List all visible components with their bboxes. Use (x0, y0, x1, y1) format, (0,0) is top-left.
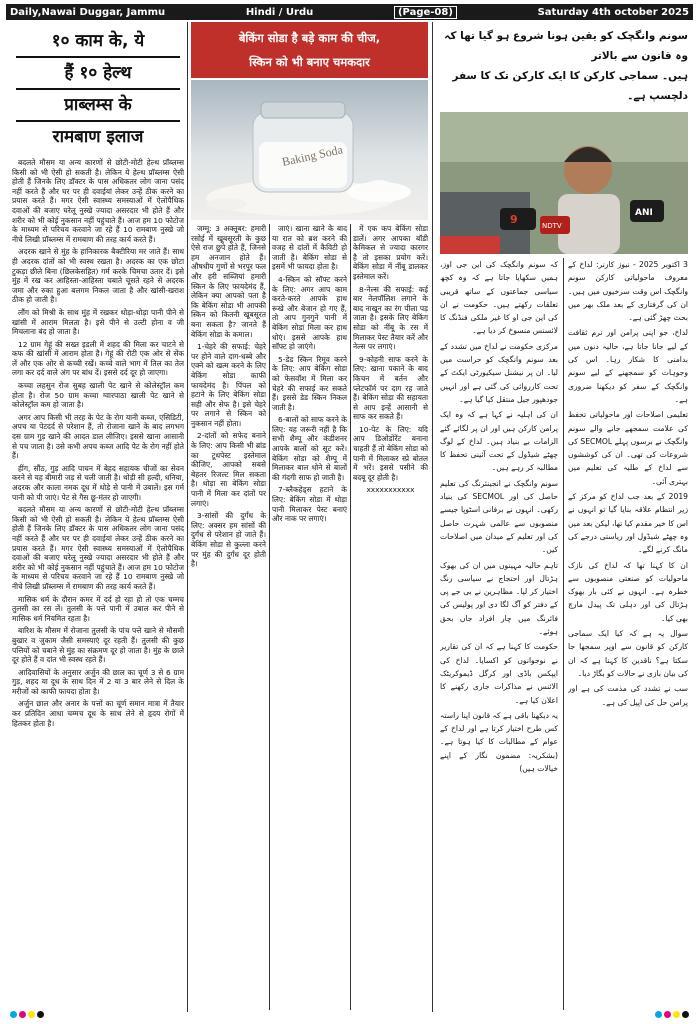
yellow-dot (28, 1011, 35, 1018)
paragraph: 3-सांसों की दुर्गंध के लिए: अक्सर हम सांसों की दुर्गंध से परेशान हो जाते हैं। बेकिंग सोडा से कुल्ला करने पर मुंह की दुर्गंध दूर होती है। (191, 511, 266, 569)
paragraph: تعلیمی اصلاحات اور ماحولیاتی تحفظ کی علامت سمجھے جانے والے سونم وانگچک نے برسوں پہلے SECMOL کی شروعات کی تھی۔ ان کی کوششوں سے لداخ کے طلبہ کی تعلیم میں بہتری آئی۔ (568, 410, 688, 486)
cyan-dot (10, 1011, 17, 1018)
paragraph: یہ دیکھنا باقی ہے کہ قانون اپنا راستہ کس طرح اختیار کرتا ہے اور لداخ کے عوام کے مطالبات کا کیا ہوتا ہے۔ (بشکریہ: مضمون نگار کے اپنے خیالات ہیں) (440, 710, 558, 773)
paragraph: मासिक धर्म के दौरान कमर में दर्द हो रहा हो तो एक चम्मच तुलसी का रस लें। तुलसी के पत्ते पानी में उबाल कर पीने से मासिक धर्म नियमित रहता है। (12, 594, 184, 623)
baking-col-3 (353, 224, 428, 1014)
language-label: Hindi / Urdu (245, 6, 314, 18)
paragraph: जम्मू: 3 अक्तूबर: हमारी रसोई में खूबसूरती के कुछ ऐसे राज छुपे होते हैं, जिनसे हम अनजान होते हैं। औषधीय गुणों से भरपूर फल और हरी सब्जियां हमारी स्किन के लिए फायदेमंद हैं, लेकिन क्या आपको पता है कि बेकिंग सोडा भी आपकी स्किन को कितनी खूबसूरत बना सकता है? जानते हैं बेकिंग सोडा के कमाल। (191, 224, 266, 339)
paragraph: बारिश के मौसम में रोजाना तुलसी के पांच पत्ते खाने से मौसमी बुखार व जुकाम जैसी समस्याएं दूर रहती हैं। तुलसी की कुछ पत्तियों को चबाने से मुंह का संक्रमण दूर हो जाता है। मुंह के छाले दूर होते हैं व दांत भी स्वस्थ रहते हैं। (12, 626, 184, 665)
health-article-body (12, 158, 184, 1006)
baking-soda-photo (191, 80, 428, 220)
paragraph: बदलते मौसम या अन्य कारणों से छोटी-मोटी हेल्थ प्रॉब्लम्स किसी को भी ऐसी हो सकती है। लेकिन ये हेल्थ प्रॉब्लम्स ऐसी होती हैं जिनके लिए डॉक्टर के पास अधिकतर लोग जाना पसंद नहीं करते हैं और घर पर ही दवाईयां लेकर उन्हें ठीक करने का प्रयास करते हैं। मगर ऐसी स्वास्थ्य समस्याओं में ऐलोपैथिक दवाओं की बजाए घरेलू नुस्खे ज्यादा असरदार भी होते हैं और शरीर को भी कोई नुकसान नहीं पहुंचाते हैं। आज हम 10 फोटोज के माध्यम से परिचय करवाने जा रहे हैं 10 रामबाण नुस्खे जो नीचे लिखी प्रॉब्लम्स में रामबाण की तरह कार्य करते हैं। (12, 158, 184, 244)
urdu-col-right (568, 258, 688, 1010)
paper-name: Daily,Nawai Duggar, Jammu (10, 6, 166, 18)
paragraph: 12 ग्राम गेहूं की सख्त इडली में शहद की मिला कर चाटने से कफ की खांसी में आराम होता है। गेहूं की रोटी एक ओर से सेंक लें और एक ओर से कच्ची रखें। कच्चे वाले भाग में तिल का तेल लगा कर दर्द वाले अंग पर बांध दें। इससे दर्द दूर हो जाएगा। (12, 339, 184, 378)
jar-label: Baking Soda (280, 142, 344, 169)
paragraph: 9-कोहनी साफ करने के लिए: खाना पकाने के बाद किचन में बर्तन और प्लेटफॉर्म पर दाग रह जाते हैं। बेकिंग सोडा की सहायता से आप इन्हें आसानी से साफ कर सकते हैं। (353, 354, 428, 422)
paragraph: लौंग को मिश्री के साथ मुंह में रखकर थोड़ा-थोड़ा पानी पीने से खांसी में आराम मिलता है। इसे पीने से उल्टी होना व जी मिचलाना बंद हो जाता है। (12, 307, 184, 337)
column-divider (432, 22, 433, 1012)
baking-col-1 (191, 224, 266, 1014)
paragraph: अदरक खाने से मुंह के हानिकारक बैक्टीरिया मर जाते हैं। साथ ही अदरक दांतों को भी स्वस्थ रखता है। अदरक का एक छोटा टुकड़ा छीले बिना (छिलकेसहित) गर्म करके चिमचा उतार दें। इसे मुंह में रख कर आहिस्ता-आहिस्ता चबाते चूसते रहने से अदरक जमा और रुका हुआ बलगम निकल जाता है और खांसी-खराश ठीक हो जाती है। (12, 247, 184, 305)
mic-label: NDTV (542, 222, 562, 230)
paragraph: जाएं। खाना खाने के बाद या रात को ब्रश करने की वजह से दांतों में कैविटी हो जाती है। बेकिंग सोडा से इसमें भी फायदा होता है। (272, 224, 347, 272)
baking-soda-headline (191, 22, 428, 78)
paragraph: سوال یہ ہے کہ کیا ایک سماجی کارکن کو قانون سے اوپر سمجھا جا سکتا ہے؟ ناقدین کا کہنا ہے کہ ان کی بیان بازی نے حالات کو بگاڑ دیا۔ (568, 629, 688, 678)
column-divider (187, 22, 188, 1012)
title-line: १० काम के, ये (16, 26, 180, 58)
wangchuk-photo (440, 112, 688, 254)
print-registration-marks (0, 1011, 699, 1018)
urdu-col-left (440, 258, 558, 1010)
black-dot (37, 1011, 44, 1018)
paragraph: आदिवासियों के अनुसार अर्जुन की छाल का चूर्ण 3 से 6 ग्राम गुड़, शहद या दूध के साथ दिन में 2 या 3 बार लेने से दिल के मरीजों को काफी फायदा होता है। (12, 667, 184, 696)
paragraph: 1-चेहरे की सफाई: चेहरे पर होने वाले दाग-धब्बे और एक्ने को खत्म करने के लिए बेकिंग सोडा काफी फायदेमंद है। पिंपल को हटाने के लिए बेकिंग सोडा सही और सेफ है। इसे चेहरे पर लगाने से स्किन को नुकसान नहीं होता। (191, 342, 266, 428)
health-article-title (12, 26, 184, 152)
headline-line: سونم وانگچک کو یقین ہونا شروع ہو گیا تھا کہ وہ قانون سے بالاتر (444, 30, 688, 62)
mic-label: 9 (510, 213, 518, 226)
paragraph: 10-पेट के लिए: यदि आप डिओडोरेंट बनाना चाहती हैं तो बेकिंग सोडा को पानी में मिलाकर स्प्रे बोतल में भरें। इससे पसीने की बदबू दूर होती है। (353, 424, 428, 482)
cmyk-swatch-left (10, 1011, 44, 1018)
title-line: हैं १० हेल्थ (16, 58, 180, 90)
paragraph: 3 اکتوبر 2025 - نیوز کارنر: لداخ کے معروف ماحولیاتی کارکن سونم وانگچک اس وقت سرخیوں میں ہیں۔ ان کی گرفتاری کے بعد ملک بھر میں بحث چھڑ گئی ہے۔ (568, 260, 688, 323)
cmyk-swatch-right (655, 1011, 689, 1018)
paragraph: कच्चा लहसुन रोज सुबह खाली पेट खाने से कोलेस्ट्रॉल कम होता है। रोज 50 ग्राम कच्चा ग्वारपाठा खाली पेट खाने से कोलेस्ट्रॉल कम हो जाता है। (12, 381, 184, 410)
paragraph: 4-स्किन को सॉफ्ट करने के लिए: अगर आप काम करते-करते आपके हाथ रूखे और बेजान हो गए हैं, तो आप गुनगुने पानी में बेकिंग सोडा मिला कर हाथ धोएं। इससे आपके हाथ सॉफ्ट हो जाएंगे। (272, 274, 347, 352)
paragraph: 2-दांतों को सफेद बनाने के लिए: आप किसी भी ब्रांड का टूथपेस्ट इस्तेमाल कीजिए, आपको सबसे बेहतर रिजल्ट मिल सकता है। थोड़ा सा बेकिंग सोडा पानी में मिला कर दांतों पर लगाएं। (191, 431, 266, 508)
paragraph: अगर आप किसी भी तरह के पेट के रोग यानी कब्ज, एसिडिटी, अपच या पेटदर्द से परेशान हैं, तो रोजाना खाने के बाद लगभग दस ग्राम गुड़ खाने की आदत डाल लीजिए। इससे खाना आसानी से पच जाता है। उसे कभी अपच कब्ज आदि पेट के रोग नहीं होते हैं। (12, 412, 184, 461)
magenta-dot (664, 1011, 671, 1018)
paragraph: سب نے تشدد کی مذمت کی ہے اور پرامن حل کی اپیل کی ہے۔ (568, 684, 688, 707)
press-photo-illustration (440, 112, 688, 254)
paragraph: हींग, सौंठ, गुड़ आदि पाचन में बेहद सहायक चीजों का सेवन करने से यह बीमारी जड़ से चली जाती है। थोड़ी सी हल्दी, धनिया, अदरक और काला नमक दूध में थोड़े से पानी में उबालें। इस गर्म पानी को पी जाएं। पेट से गैस छू-मंतर हो जाएगी। (12, 463, 184, 502)
yellow-dot (673, 1011, 680, 1018)
paragraph: کہ سونم وانگچک کی این جی اوز، ہمیں سکھایا جاتا ہے کہ وہ کچھ سیاسی جماعتوں کے ساتھ قریبی تعلقات رکھتے ہیں۔ حکومت نے ان کی این جی او کا غیر ملکی فنڈنگ کا لائسنس منسوخ کر دیا ہے۔ (440, 260, 558, 336)
paragraph: سونم وانگچک نے انجینئرنگ کی تعلیم حاصل کی اور SECMOL کی بنیاد رکھی۔ انہوں نے برفانی اسٹوپا جیسے منصوبوں سے عالمی شہرت حاصل کی اور تعلیم کے میدان میں اصلاحات کیں۔ (440, 478, 558, 555)
magenta-dot (19, 1011, 26, 1018)
paragraph: ان کا کہنا تھا کہ لداخ کی نازک ماحولیات کو صنعتی منصوبوں سے خطرہ ہے۔ انہوں نے کئی بار بھوک ہڑتال کی اور دہلی تک پیدل مارچ بھی کیا۔ (568, 560, 688, 623)
paragraph: مرکزی حکومت نے لداخ میں تشدد کے بعد سونم وانگچک کو حراست میں لیا۔ ان پر نیشنل سیکیورٹی ایکٹ کے تحت کارروائی کی گئی ہے اور انہیں جودھپور جیل منتقل کیا گیا ہے۔ (440, 341, 558, 404)
masthead (6, 4, 693, 20)
headline-line: स्किन को भी बनाए चमकदार (249, 55, 370, 69)
column-divider (269, 224, 270, 1010)
issue-date: Saturday 4th october 2025 (537, 6, 689, 18)
paragraph: 5-डेड स्किन रिमूव करने के लिए: आप बेकिंग सोडा को फेसवॉश में मिला कर चेहरे की सफाई कर सकते हैं। इससे डेड स्किन निकल जाती है। (272, 354, 347, 412)
paragraph: تاہم حالیہ مہینوں میں ان کی بھوک ہڑتال اور احتجاج نے سیاسی رنگ اختیار کر لیا۔ مظاہرین نے بی جے پی کے دفتر کو آگ لگا دی اور پولیس کی فائرنگ میں چار افراد جاں بحق ہوئے۔ (440, 560, 558, 637)
paragraph: बदलते मौसम या अन्य कारणों से छोटी-मोटी हेल्थ प्रॉब्लम्स किसी को भी ऐसी हो सकती है। लेकिन ये हेल्थ प्रॉब्लम्स ऐसी होती हैं जिनके लिए डॉक्टर के पास अधिकतर लोग जाना पसंद नहीं करते हैं और घर पर ही दवाईयां लेकर उन्हें ठीक करने का प्रयास करते हैं। मगर ऐसी स्वास्थ्य समस्याओं में ऐलोपैथिक दवाओं की बजाए घरेलू नुस्खे ज्यादा असरदार भी होते हैं और शरीर को भी कोई नुकसान नहीं पहुंचाते हैं। आज हम 10 फोटोज के माध्यम से परिचय करवाने जा रहे हैं 10 रामबाण नुस्खे जो नीचे लिखी प्रॉब्लम्स में रामबाण की तरह कार्य करते हैं। (12, 505, 184, 591)
headline-line: ہیں۔ سماجی کارکن کا ایک کارکن تک کا سفر دلچسپ ہے۔ (452, 70, 688, 102)
baking-col-2 (272, 224, 347, 1014)
paragraph: 2019 کے بعد جب لداخ کو مرکز کے زیر انتظام علاقہ بنایا گیا تو انہوں نے اس کا خیر مقدم کیا تھا، لیکن بعد میں وہ چھٹے شیڈول اور ریاستی درجے کی مانگ کرنے لگے۔ (568, 492, 688, 555)
column-divider (350, 224, 351, 1010)
paragraph: حکومت کا کہنا ہے کہ ان کی تقاریر نے نوجوانوں کو اکسایا۔ لداخ کی ایپکس باڈی اور کرگل ڈیموکریٹک الائنس نے مذاکرات جاری رکھنے کا اعلان کیا ہے۔ (440, 642, 558, 705)
paragraph: 7-ब्लैकहेड्स हटाने के लिए: बेकिंग सोडा में थोड़ा पानी मिलाकर पेस्ट बनाएं और नाक पर लगाएं। (272, 485, 347, 524)
paragraph: 6-बालों को साफ करने के लिए: यह जरूरी नहीं है कि सभी शैम्पू और कंडीशनर आपके बालों को सूट करें। बेकिंग सोडा को शैम्पू में मिलाकर बाल धोने से बालों की गंदगी साफ हो जाती है। (272, 415, 347, 482)
mic-label: ANI (635, 208, 653, 218)
title-line: प्राब्लम्स के (16, 90, 180, 122)
title-line: रामबाण इलाज (52, 127, 144, 147)
paragraph: 8-नेल्स की सफाई: कई बार नेलपॉलिश लगाने के बाद नाखून का रंग पीला पड़ जाता है। इसके लिए बेकिंग सोडा को नींबू के रस में मिलाकर पेस्ट तैयार करें और नेल्स पर लगाएं। (353, 284, 428, 352)
article-end-mark: xxxxxxxxxxx (366, 485, 415, 495)
paragraph: अर्जुन छाल और अनार के पत्तों का चूर्ण समान मात्रा में तैयार कर प्रतिदिन आधा चम्मच दूध के साथ लेने से हृदय रोगों में हितकर होता है। (12, 699, 184, 728)
cyan-dot (655, 1011, 662, 1018)
page-number: (Page-08) (394, 6, 457, 19)
paragraph: لداخ، جو اپنی پرامن اور نرم ثقافت کے لیے جانا جاتا ہے، حالیہ دنوں میں بدامنی کا شکار رہا۔ اس کی وجوہات کو سمجھنے کے لیے سونم وانگچک کے سفر کو دیکھنا ضروری ہے۔ (568, 328, 688, 404)
jar-illustration (191, 80, 428, 220)
paragraph: में एक कप बेकिंग सोडा डालें। अगर आपका बॉडी केमिकल से ज्यादा कारगर है तो इसका प्रयोग करें। बेकिंग सोडा में नींबू डालकर इस्तेमाल करें। (353, 224, 428, 281)
urdu-headline (438, 26, 688, 106)
column-divider (563, 258, 564, 1010)
headline-line: बेकिंग सोडा है बड़े काम की चीज, (238, 31, 381, 45)
paragraph: ان کی اہلیہ نے کہا ہے کہ وہ ایک پرامن کارکن ہیں اور ان پر لگائے گئے الزامات بے بنیاد ہیں۔ لداخ کے لوگ چھٹے شیڈول کے تحت آئینی تحفظ کا مطالبہ کر رہے ہیں۔ (440, 410, 558, 473)
black-dot (682, 1011, 689, 1018)
